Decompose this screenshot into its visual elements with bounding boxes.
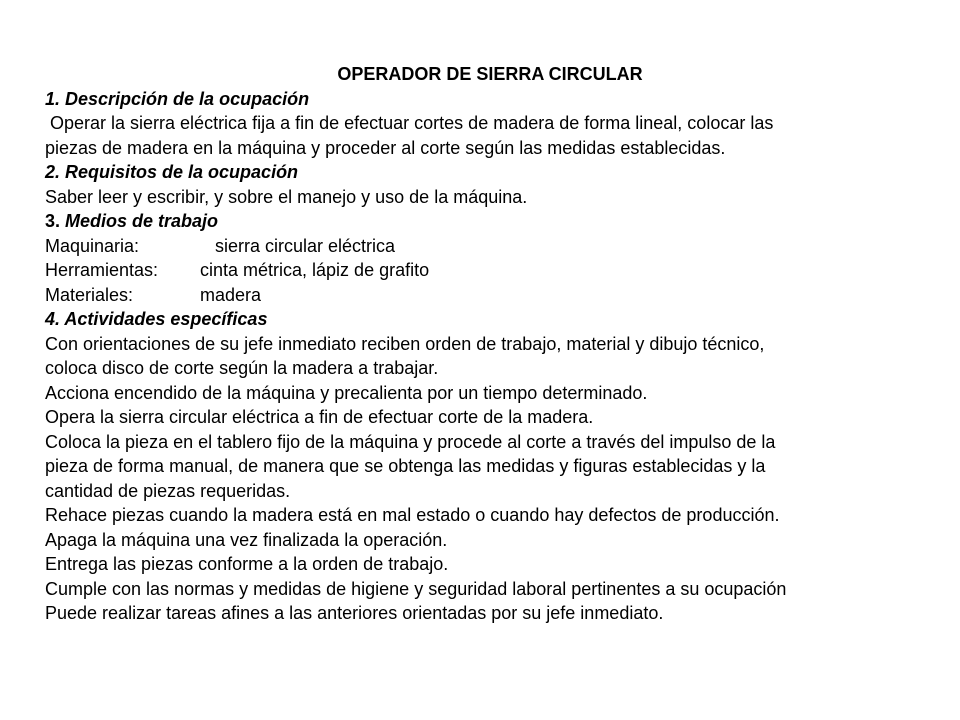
section-3-heading-text: Medios de trabajo [60,211,219,231]
section-4-text-line: Entrega las piezas conforme a la orden de trabajo. [45,554,449,574]
document-page [45,62,925,626]
section-4-text-line: Con orientaciones de su jefe inmediato reciben orden de trabajo, material y dibujo técnico, [45,333,765,354]
section-4-text-line: Apaga la máquina una vez finalizada la operación. [45,529,448,550]
work-means-value: madera [200,284,262,305]
work-means-value: cinta métrica, lápiz de grafito [200,260,430,280]
work-means-item-machinery [45,234,925,259]
work-means-label: Herramientas: [45,260,159,280]
section-4-text-line: Opera la sierra circular eléctrica a fin de efectuar corte de la madera. [45,407,594,427]
section-4-text-line: Coloca la pieza en el tablero fijo de la máquina y procede al corte a través del impulso de la [45,431,776,452]
section-1-heading: 1. Descripción de la ocupación [45,88,310,109]
section-3-heading [45,209,925,234]
section-1-text-line: Operar la sierra eléctrica fija a fin de efectuar cortes de madera de forma lineal, colocar las [45,113,774,133]
work-means-label: Materiales: [45,284,134,305]
section-4-text-line: coloca disco de corte según la madera a trabajar. [45,358,439,378]
work-means-item-tools [45,258,925,283]
section-4-text-line: cantidad de piezas requeridas. [45,480,291,501]
work-means-item-materials [45,283,925,308]
section-2-text-line: Saber leer y escribir, y sobre el manejo y uso de la máquina. [45,186,528,207]
work-means-value: sierra circular eléctrica [215,235,396,256]
work-means-label: Maquinaria: [45,235,140,256]
document-title: OPERADOR DE SIERRA CIRCULAR [337,64,643,84]
section-4-text-line: Rehace piezas cuando la madera está en mal estado o cuando hay defectos de producción. [45,505,780,525]
section-4-heading: 4. Actividades específicas [45,309,268,329]
section-3-heading-number: 3. [45,211,61,231]
section-4-text-line: pieza de forma manual, de manera que se obtenga las medidas y figuras establecidas y la [45,456,766,476]
section-4-text-line: Cumple con las normas y medidas de higiene y seguridad laboral pertinentes a su ocupación [45,578,787,599]
section-4-text-line: Puede realizar tareas afines a las anteriores orientadas por su jefe inmediato. [45,603,664,623]
section-2-heading: 2. Requisitos de la ocupación [45,162,299,182]
section-4-text-line: Acciona encendido de la máquina y precalienta por un tiempo determinado. [45,382,648,403]
section-1-text-line: piezas de madera en la máquina y proceder al corte según las medidas establecidas. [45,137,726,158]
